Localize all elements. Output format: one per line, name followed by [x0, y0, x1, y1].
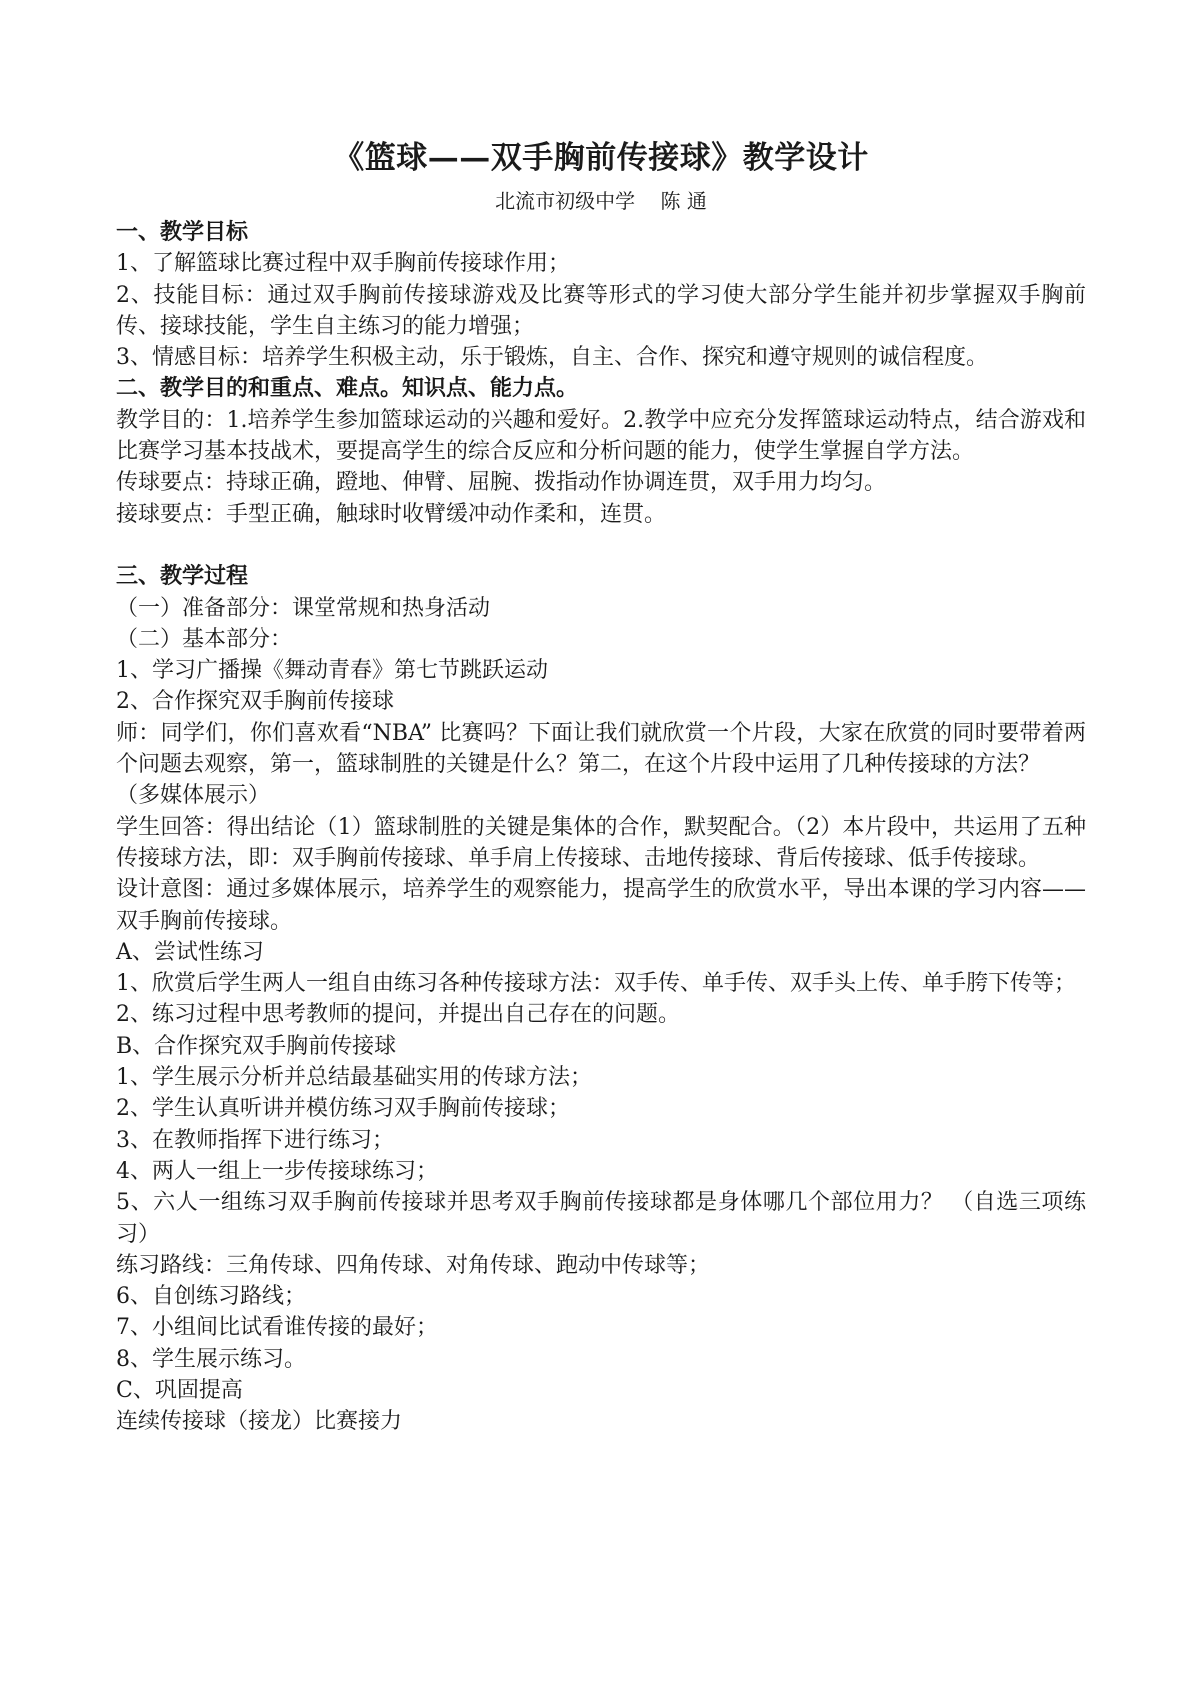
- part-b-item: 练习路线：三角传球、四角传球、对角传球、跑动中传球等；: [116, 1252, 711, 1278]
- teacher-dialogue: 师：同学们，你们喜欢看“NBA” 比赛吗？下面让我们就欣赏一个片段，大家在欣赏的同时要带着两个问题去观察，第一，篮球制胜的关键是什么？第二，在这个片段中运用了几种传接球的方法？: [116, 720, 1086, 778]
- pass-points: 传球要点：持球正确，蹬地、伸臂、屈腕、拨指动作协调连贯，双手用力均匀。: [116, 470, 887, 496]
- document-body: [116, 217, 1086, 1438]
- part-b-title: B、合作探究双手胸前传接球: [116, 1033, 397, 1059]
- section-heading-objectives: 一、教学目标: [116, 219, 249, 245]
- part-b-item: 6、自创练习路线；: [116, 1284, 306, 1310]
- section-heading-process: 三、教学过程: [116, 563, 249, 590]
- prep-part: （一）准备部分：课堂常规和热身活动: [116, 595, 491, 621]
- process-step: 2、合作探究双手胸前传接球: [116, 689, 394, 715]
- part-a-item: 1、欣赏后学生两人一组自由练习各种传接球方法：双手传、单手传、双手头上传、单手胯下传等；: [116, 971, 1077, 997]
- part-b-item: 5、六人一组练习双手胸前传接球并思考双手胸前传接球都是身体哪几个部位用力？ （自选三项练习）: [116, 1190, 1086, 1247]
- basic-part: （二）基本部分：: [116, 626, 293, 652]
- document-title: 《篮球——双手胸前传接球》教学设计: [333, 140, 869, 176]
- part-b-item: 3、在教师指挥下进行练习；: [116, 1127, 394, 1153]
- part-b-item: 4、两人一组上一步传接球练习；: [116, 1158, 438, 1184]
- part-a-item: 2、练习过程中思考教师的提问，并提出自己存在的问题。: [116, 1002, 680, 1028]
- part-b-item: 2、学生认真听讲并模仿练习双手胸前传接球；: [116, 1096, 570, 1122]
- part-c-item: 连续传接球（接龙）比赛接力: [116, 1409, 403, 1435]
- process-step: 1、学习广播操《舞动青春》第七节跳跃运动: [116, 658, 548, 684]
- student-answer: 学生回答：得出结论（1）篮球制胜的关键是集体的合作，默契配合。（2）本片段中，共运用了五种传接球方法，即：双手胸前传接球、单手肩上传接球、击地传接球、背后传接球、低手传接球。: [116, 814, 1086, 871]
- document-page: [116, 0, 1086, 1684]
- part-a-title: A、尝试性练习: [116, 939, 264, 965]
- objective-item: 2、技能目标：通过双手胸前传接球游戏及比赛等形式的学习使大部分学生能并初步掌握双手胸前传、接球技能，学生自主练习的能力增强；: [116, 282, 1086, 339]
- teaching-purpose: 教学目的：1.培养学生参加篮球运动的兴趣和爱好。2.教学中应充分发挥篮球运动特点，结合游戏和比赛学习基本技战术，要提高学生的综合反应和分析问题的能力，使学生掌握自学方法。: [116, 407, 1086, 465]
- design-intent: 设计意图：通过多媒体展示，培养学生的观察能力，提高学生的欣赏水平，导出本课的学习内容——双手胸前传接球。: [116, 877, 1086, 934]
- part-c-title: C、巩固提高: [116, 1377, 243, 1403]
- objective-item: 3、情感目标：培养学生积极主动，乐于锻炼，自主、合作、探究和遵守规则的诚信程度。: [116, 345, 989, 371]
- part-b-item: 1、学生展示分析并总结最基础实用的传球方法；: [116, 1065, 592, 1091]
- objective-item: 1、了解篮球比赛过程中双手胸前传接球作用；: [116, 251, 570, 277]
- catch-points: 接球要点：手型正确，触球时收臂缓冲动作柔和，连贯。: [116, 501, 667, 527]
- document-author: 北流市初级中学 陈 通: [495, 189, 707, 213]
- blank-line: [116, 530, 1086, 561]
- part-b-item: 7、小组间比试看谁传接的最好；: [116, 1315, 438, 1341]
- part-b-item: 8、学生展示练习。: [116, 1346, 306, 1372]
- media-note: （多媒体展示）: [116, 783, 271, 809]
- section-heading-key-points: 二、教学目的和重点、难点。知识点、能力点。: [116, 375, 579, 402]
